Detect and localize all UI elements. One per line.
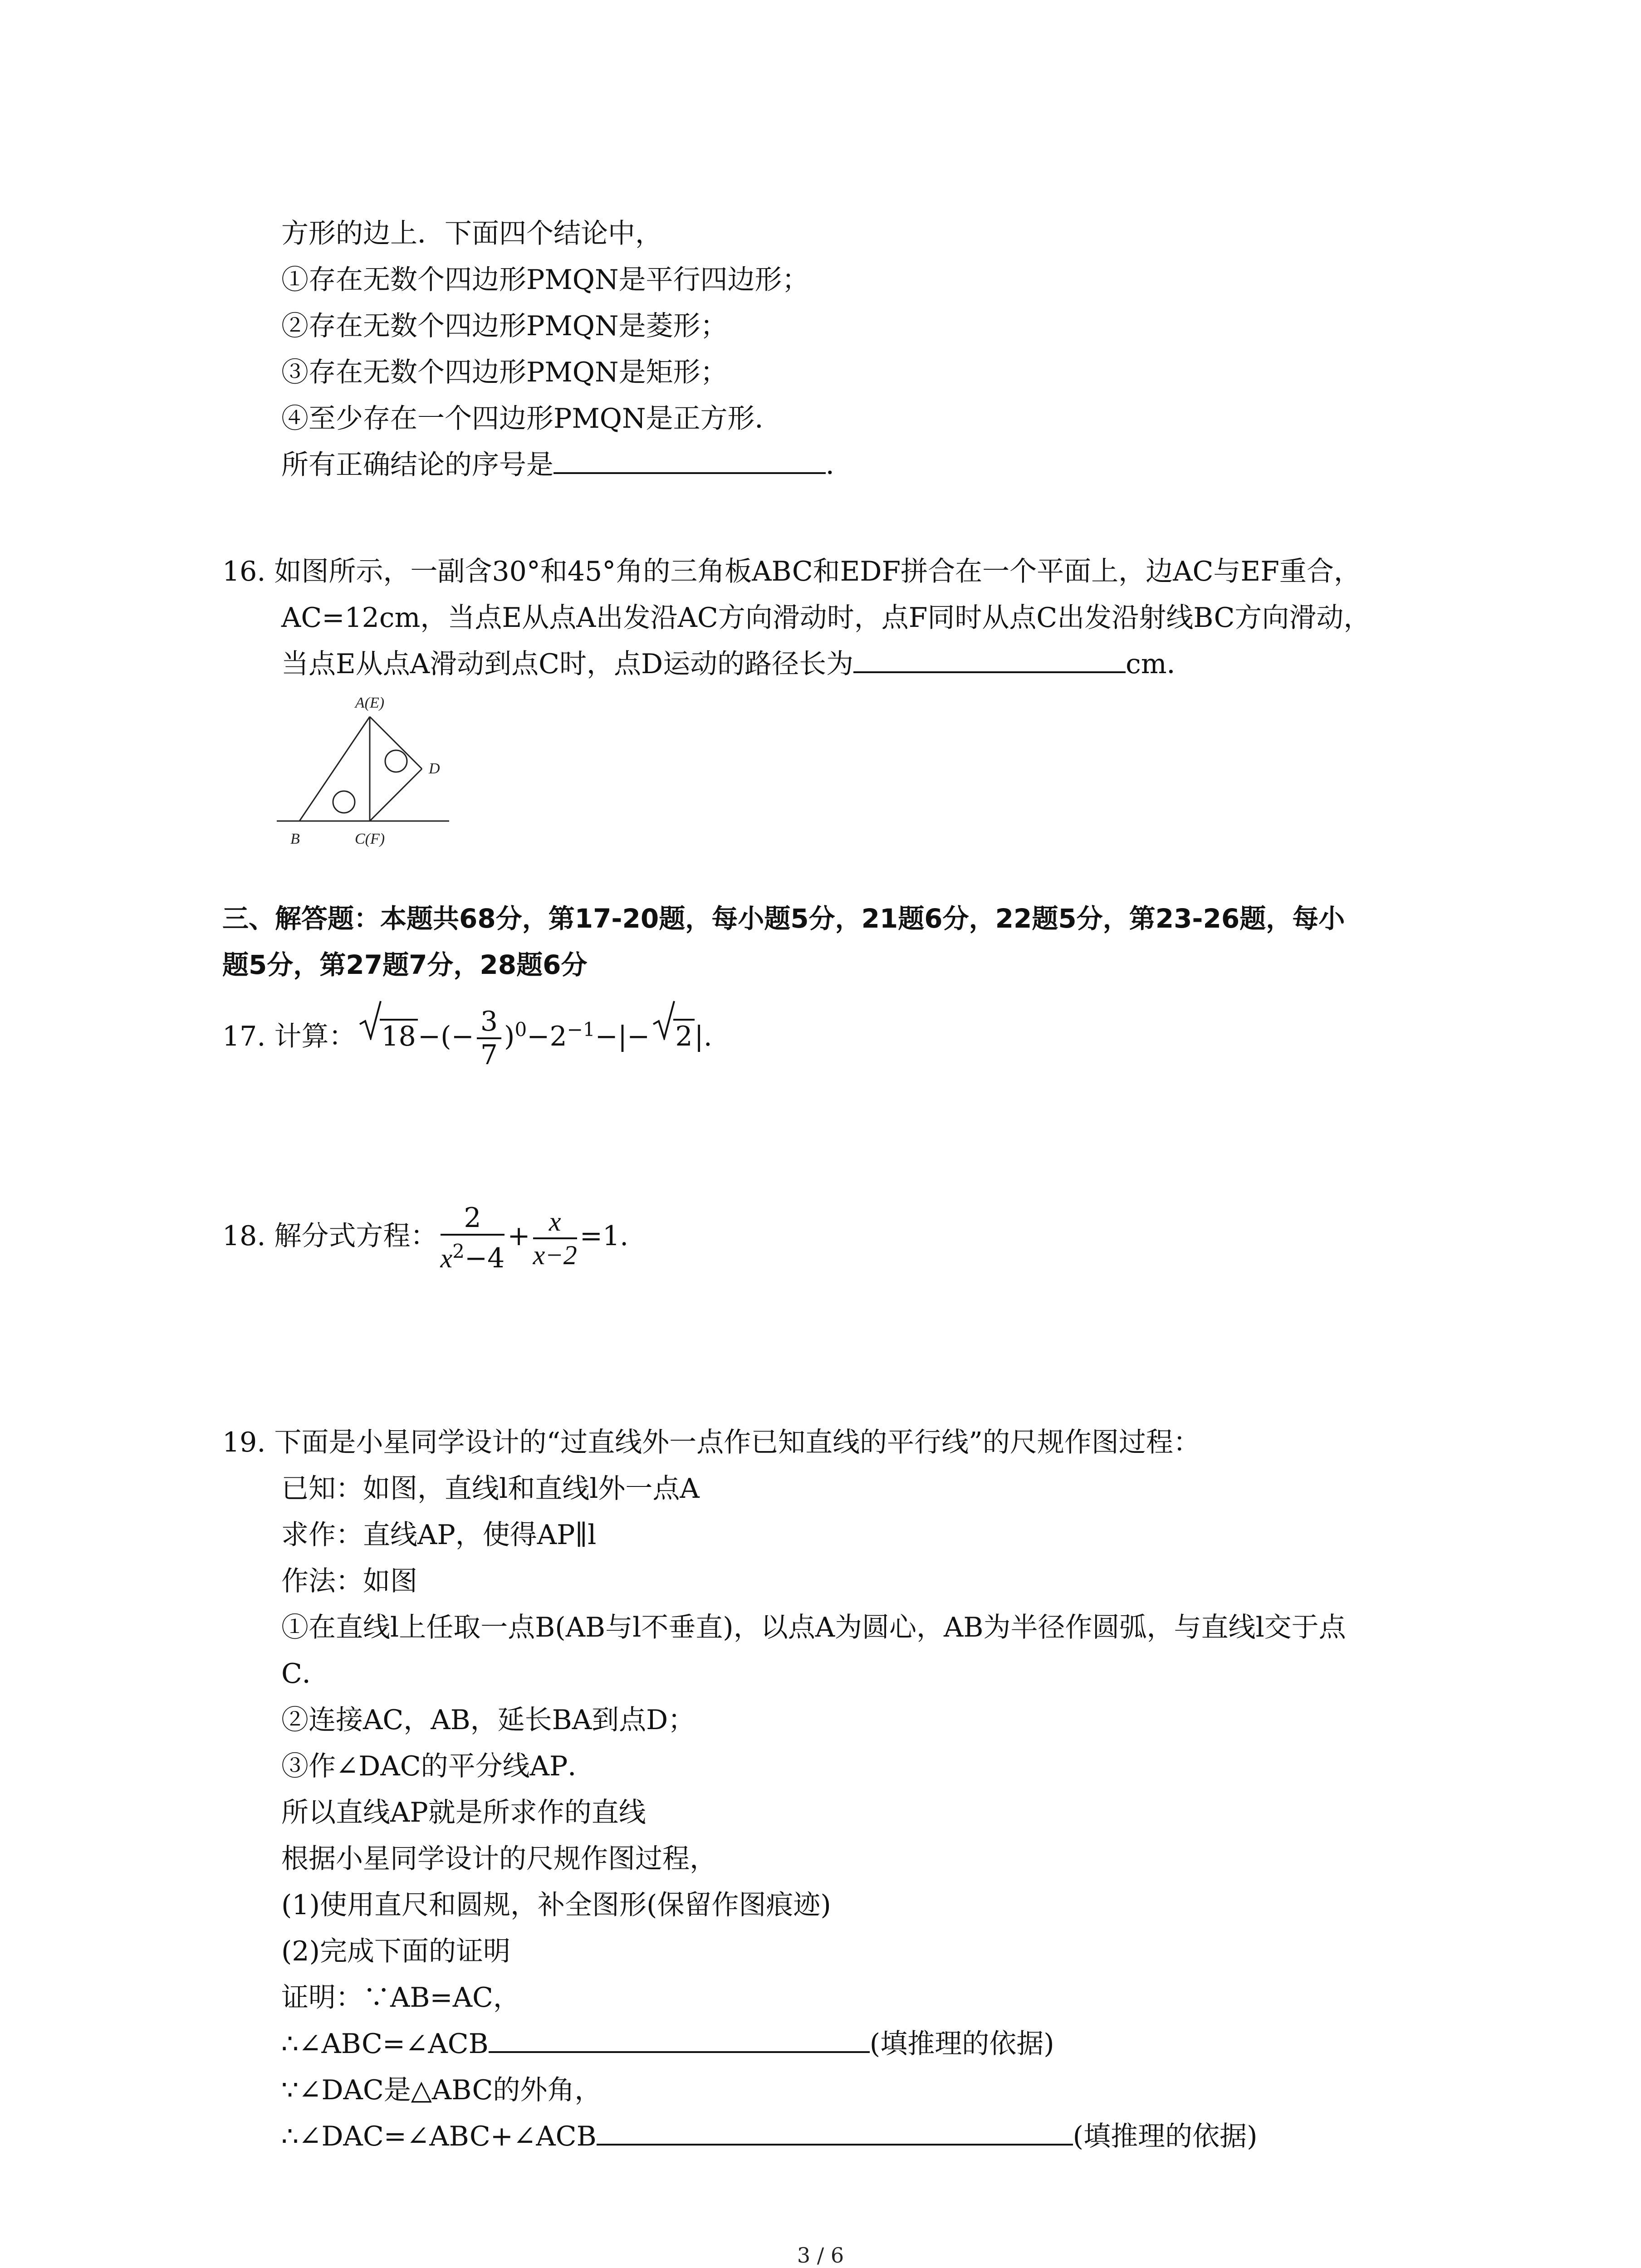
q19-step-2: ②连接AC，AB，延长BA到点D；	[281, 1704, 696, 1736]
q15-statement-1: ①存在无数个四边形PMQN是平行四边形；	[281, 264, 809, 296]
q16-line-2: AC=12cm，当点E从点A出发沿AC方向滑动时，点F同时从点C出发沿射线BC方向滑动，	[281, 602, 1371, 634]
q19-reason-hint-2: (填推理的依据)	[1073, 2121, 1258, 2152]
q17-line	[222, 998, 712, 1071]
q19-step-3: ③作∠DAC的平分线AP．	[281, 1750, 595, 1782]
q18-number: 18.	[222, 1220, 266, 1252]
q17-number: 17.	[222, 1021, 266, 1052]
fraction-3-7: $\frac{3}{7}$	[477, 1006, 501, 1071]
page-number: 3 / 6	[797, 2243, 844, 2268]
q19-part-2: (2)完成下面的证明	[281, 1936, 510, 1967]
label-b: B	[290, 831, 300, 847]
section-3-heading-1: 三、解答题：本题共68分，第17-20题，每小题5分，21题6分，22题5分，第23-26题，每小	[222, 903, 1345, 934]
q15-statement-4: ④至少存在一个四边形PMQN是正方形．	[281, 403, 782, 435]
q19-proof-step-2: ∵∠DAC是△ABC的外角，	[281, 2074, 602, 2106]
edge-ad	[370, 717, 422, 769]
q16-line-3	[281, 646, 1194, 682]
q15-answer-blank[interactable]	[554, 447, 826, 474]
q19-step-1: ①在直线l上任取一点B(AB与l不垂直)，以点A为圆心，AB为半径作圆弧，与直线l交于点	[281, 1612, 1346, 1643]
label-d: D	[429, 760, 440, 777]
q19-reason-hint-1: (填推理的依据)	[869, 2028, 1054, 2060]
q16-answer-blank[interactable]	[853, 646, 1126, 673]
q19-part-1: (1)使用直尺和圆规，补全图形(保留作图痕迹)	[281, 1889, 831, 1921]
section-3-heading-2: 题5分，第27题7分，28题6分	[222, 949, 588, 980]
q19-number: 19.	[222, 1427, 266, 1458]
triangle-hole-left	[333, 791, 355, 813]
q17-abs-close: |.	[694, 1021, 712, 1052]
q19-proof-step-3	[281, 2118, 1258, 2155]
sqrt-18: 18	[359, 1005, 418, 1068]
q19-proof-text-1: ∴∠ABC=∠ACB	[281, 2028, 489, 2060]
q19-conclusion: 所以直线AP就是所求作的直线	[281, 1797, 646, 1828]
q18-line	[222, 1202, 628, 1275]
q19-proof-start: 证明：∵AB=AC，	[281, 1982, 520, 2014]
q15-statement-3: ③存在无数个四边形PMQN是矩形；	[281, 357, 728, 388]
exponent-neg-one: −1	[567, 1018, 595, 1041]
sqrt-2: 2	[652, 1005, 694, 1068]
edge-ab	[299, 717, 370, 821]
q15-statement-2: ②存在无数个四边形PMQN是菱形；	[281, 310, 728, 342]
fraction-x-over-x-2: $\frac{x}{x-2}$	[533, 1206, 577, 1270]
q15-intro: 方形的边上．下面四个结论中，	[281, 218, 662, 249]
q15-answer-line	[281, 447, 853, 483]
q17-minus-paren: −(−	[417, 1021, 474, 1052]
triangle-hole-right	[385, 750, 407, 772]
q16-line-1	[222, 553, 1361, 590]
q19-text-1: 下面是小星同学设计的“过直线外一点作已知直线的平行线”的尺规作图过程：	[274, 1427, 1200, 1458]
q19-reason-blank-2[interactable]	[597, 2118, 1073, 2146]
q17-label: 计算：	[274, 1021, 356, 1052]
q19-reason-blank-1[interactable]	[489, 2026, 870, 2053]
label-a-e: A(E)	[355, 694, 385, 711]
q19-method: 作法：如图	[281, 1565, 417, 1597]
q18-plus: +	[507, 1220, 530, 1252]
q18-label: 解分式方程：	[274, 1220, 438, 1252]
q19-step-1-cont: C．	[281, 1658, 329, 1690]
q17-abs-open: −|−	[595, 1021, 650, 1052]
q19-proof-text-3: ∴∠DAC=∠ABC+∠ACB	[281, 2121, 597, 2152]
q16-unit: cm．	[1126, 648, 1194, 680]
fraction-2-over-x2-4: $\frac{2}{x^2-4}$	[440, 1202, 505, 1274]
q16-triangle-figure	[268, 685, 458, 853]
q15-end: ．	[826, 449, 853, 481]
q17-minus-two: −2	[527, 1021, 567, 1052]
q19-given: 已知：如图，直线l和直线l外一点A	[281, 1473, 700, 1505]
exponent-zero: 0	[514, 1018, 527, 1041]
q19-proof-step-1	[281, 2026, 1054, 2062]
q15-ask: 所有正确结论的序号是	[281, 449, 554, 481]
label-c-f: C(F)	[354, 831, 385, 847]
q16-text-3: 当点E从点A滑动到点C时，点D运动的路径长为	[281, 648, 854, 680]
q19-line-1	[222, 1424, 1200, 1461]
q16-text-1: 如图所示，一副含30°和45°角的三角板ABC和EDF拼合在一个平面上，边AC与EF重合，	[274, 556, 1361, 587]
q16-number: 16.	[222, 556, 266, 587]
q19-according: 根据小星同学设计的尺规作图过程，	[281, 1843, 717, 1875]
q18-equals-one: =1.	[579, 1220, 629, 1252]
q17-close: )	[504, 1021, 515, 1052]
q19-required: 求作：直线AP，使得AP∥l	[281, 1519, 597, 1551]
edge-dc	[370, 769, 422, 821]
